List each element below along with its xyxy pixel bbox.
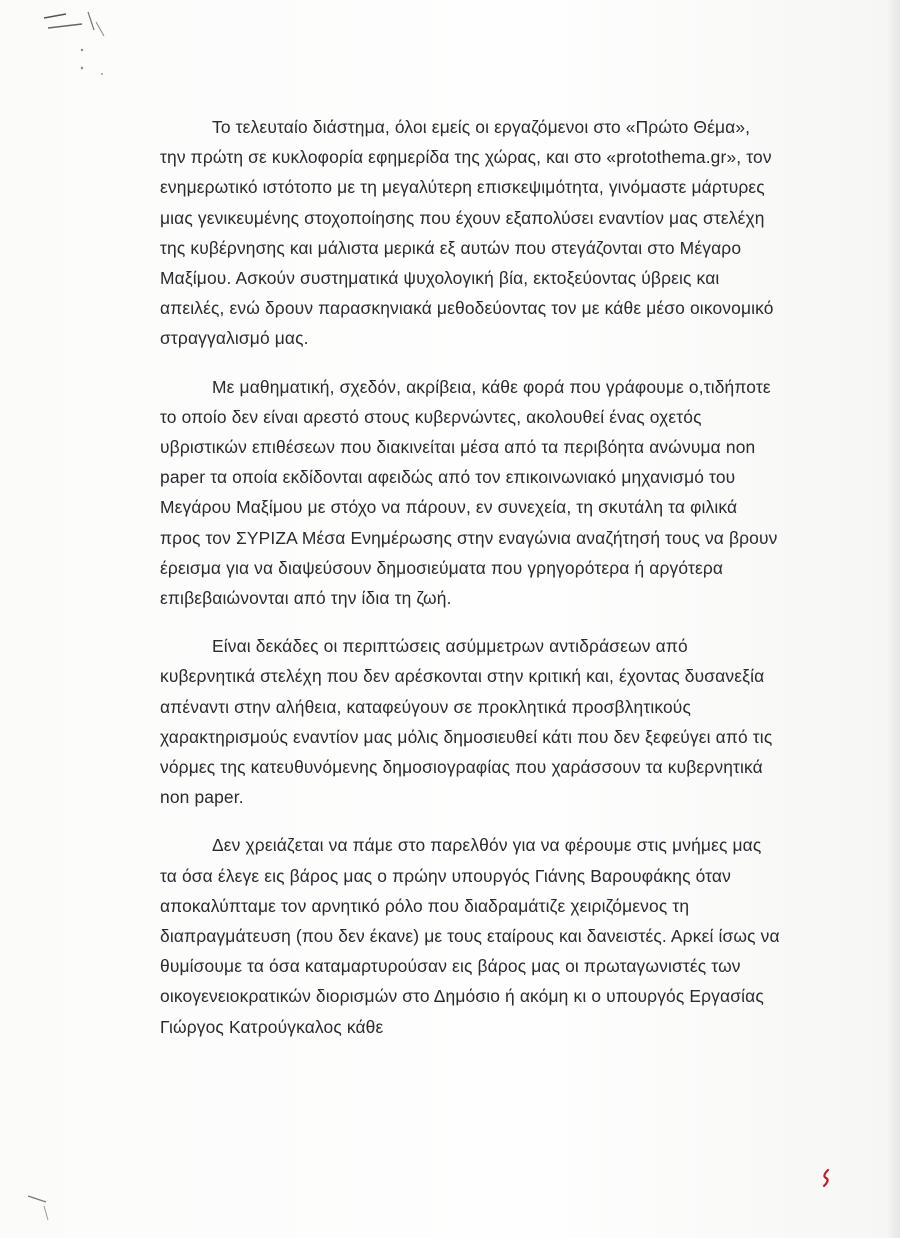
document-body — [160, 112, 780, 1060]
page-edge-shadow — [886, 0, 900, 1238]
paragraph-1: Το τελευταίο διάστημα, όλοι εμείς οι εργαζόμενοι στο «Πρώτο Θέμα», την πρώτη σε κυκλοφορία εφημερίδα της χώρας, και στο «protothema.gr», τον ενημερωτικό ιστότοπο με τη μεγαλύτερη επισκεψιμότητα, γινόμαστε μάρτυρες μιας γενικευμένης στοχοποίησης που έχουν εξαπολύσει εναντίον μας στελέχη της κυβέρνησης και μάλιστα μερικά εξ αυτών που στεγάζονται στο Μέγαρο Μαξίμου. Ασκούν συστηματικά ψυχολογική βία, εκτοξεύοντας ύβρεις και απειλές, ενώ δρουν παρασκηνιακά μεθοδεύοντας τον με κάθε μέσο οικονομικό στραγγαλισμό μας. — [160, 117, 774, 349]
pen-mark-bottom-left — [20, 1188, 60, 1228]
paragraph-2: Με μαθηματική, σχεδόν, ακρίβεια, κάθε φορά που γράφουμε ο,τιδήποτε το οποίο δεν είναι αρεστό στους κυβερνώντες, ακολουθεί ένας οχετός υβριστικών επιθέσεων που διακινείται μέσα από τα περιβόητα ανώνυμα non paper τα οποία εκδίδονται αφειδώς από τον επικοινωνιακό μηχανισμό του Μεγάρου Μαξίμου με στόχο να πάρουν, εν συνεχεία, τη σκυτάλη τα φιλικά προς τον ΣΥΡΙΖΑ Μέσα Ενημέρωσης στην εναγώνια αναζήτησή τους να βρουν έρεισμα για να διαψεύσουν δημοσιεύματα που γρηγορότερα ή αργότερα επιβεβαιώνονται από την ίδια τη ζωή. — [160, 376, 778, 609]
paragraph-4: Δεν χρειάζεται να πάμε στο παρελθόν για να φέρουμε στις μνήμες μας τα όσα έλεγε εις βάρος μας ο πρώην υπουργός Γιάνης Βαρουφάκης όταν αποκαλύπταμε τον αρνητικό ρόλο που διαδραμάτιζε χειριζόμενος τη διαπραγμάτευση (που δεν έκανε) με τους εταίρους και δανειστές. Αρκεί ίσως να θυμίσουμε τα όσα καταμαρτυρούσαν εις βάρος μας οι πρωταγωνιστές των οικογενειοκρατικών διορισμών στο Δημόσιο ή ακόμη κι ο υπουργός Εργασίας Γιώργος Κατρούγκαλος κάθε — [160, 835, 780, 1037]
pen-scribble-top-left — [30, 0, 130, 80]
red-pen-mark — [818, 1168, 834, 1188]
paragraph-3: Είναι δεκάδες οι περιπτώσεις ασύμμετρων αντιδράσεων από κυβερνητικά στελέχη που δεν αρέσκονται στην κριτική και, έχοντας δυσανεξία απέναντι στην αλήθεια, καταφεύγουν σε προκλητικά προσβλητικούς χαρακτηρισμούς εναντίον μας μόλις δημοσιευθεί κάτι που δεν ξεφεύγει από τις νόρμες της κατευθυνόμενης δημοσιογραφίας που χαράσσουν τα κυβερνητικά non paper. — [160, 636, 773, 808]
